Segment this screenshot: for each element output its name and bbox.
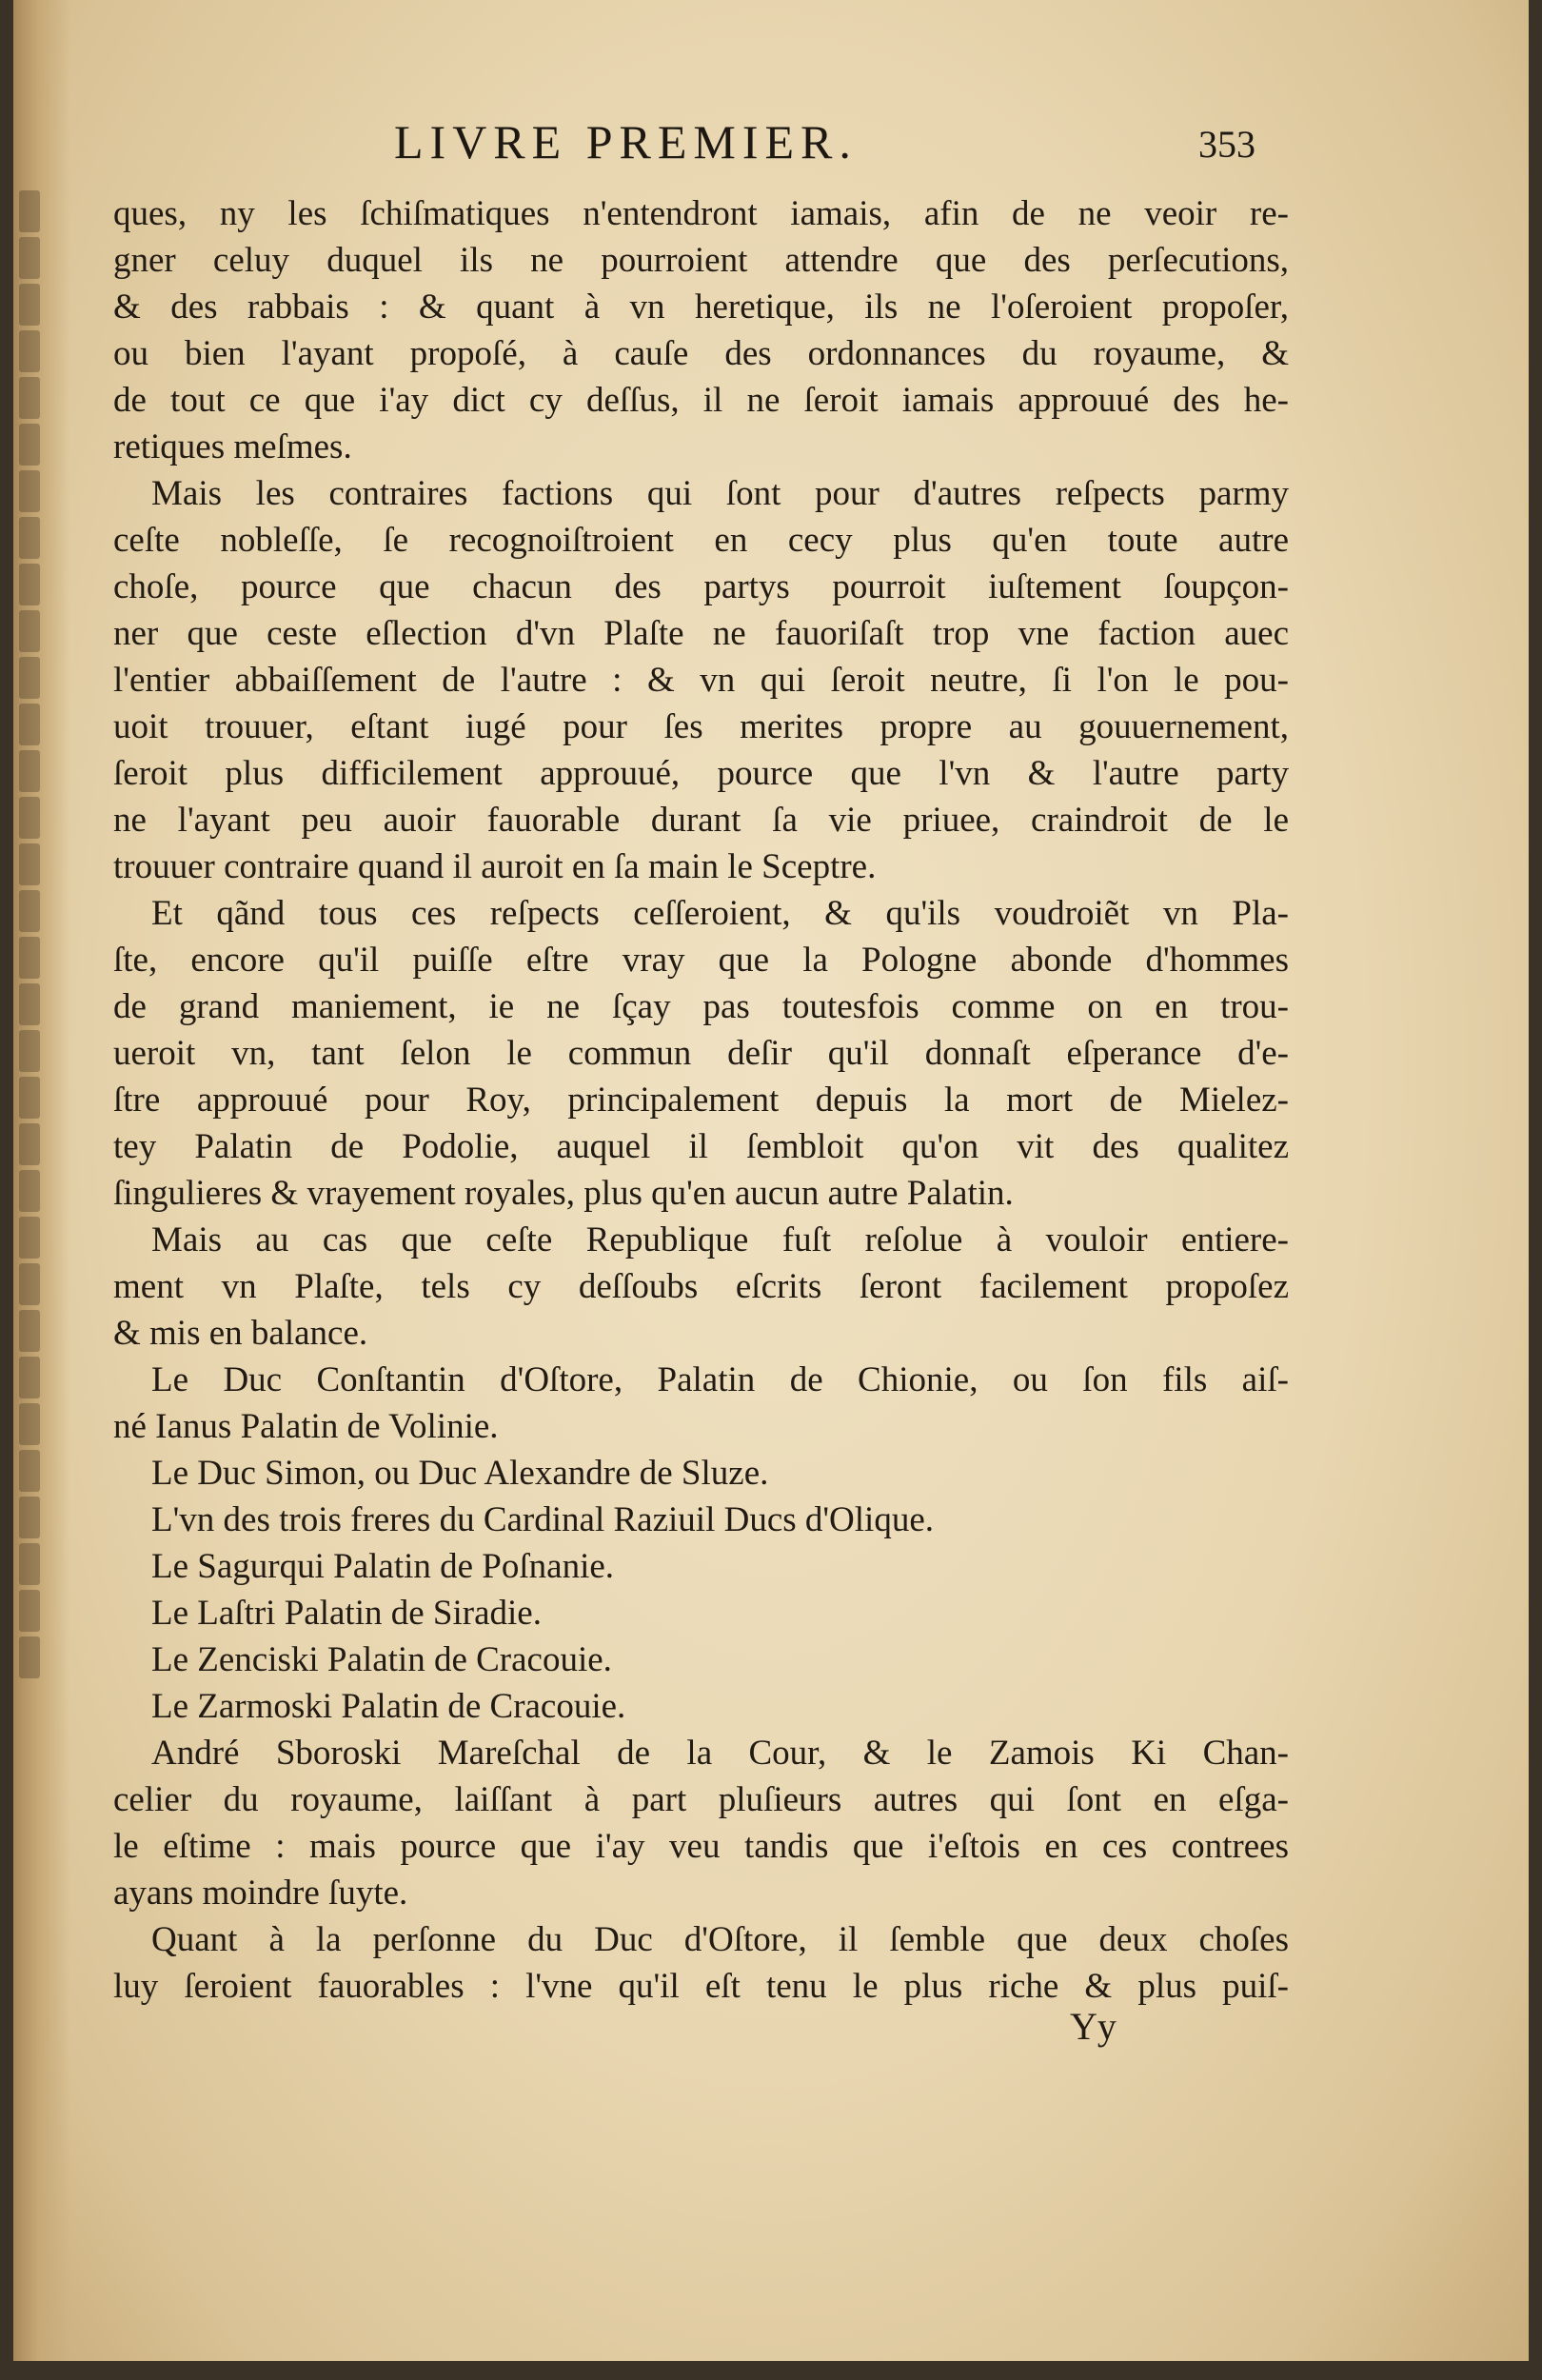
text-line: ne l'ayant peu auoir fauorable durant ſa vie priuee, craindroit de le xyxy=(113,801,1289,840)
text-line: ayans moindre ſuyte. xyxy=(113,1874,408,1913)
text-line: tey Palatin de Podolie, auquel il ſembloit qu'on vit des qualitez xyxy=(113,1127,1289,1166)
body-text xyxy=(113,190,1289,2010)
text-line: l'entier abbaiſſement de l'autre : & vn qui ſeroit neutre, ſi l'on le pou- xyxy=(113,661,1289,700)
catchword: Yy xyxy=(1070,2005,1117,2048)
text-line: né Ianus Palatin de Volinie. xyxy=(113,1407,499,1446)
text-line: Le Laſtri Palatin de Siradie. xyxy=(151,1594,542,1633)
bleed-through-marks xyxy=(19,190,57,1714)
text-line: Le Duc Simon, ou Duc Alexandre de Sluze. xyxy=(151,1454,769,1493)
text-line: ſtre approuué pour Roy, principalement depuis la mort de Mielez- xyxy=(113,1081,1289,1120)
text-line: ueroit vn, tant ſelon le commun deſir qu'il donnaſt eſperance d'e- xyxy=(113,1034,1289,1073)
text-line: ſingulieres & vrayement royales, plus qu'en aucun autre Palatin. xyxy=(113,1174,1014,1213)
text-line: retiques meſmes. xyxy=(113,427,352,466)
text-line: trouuer contraire quand il auroit en ſa main le Sceptre. xyxy=(113,847,877,886)
text-line: ſte, encore qu'il puiſſe eſtre vray que la Pologne abonde d'hommes xyxy=(113,941,1289,980)
text-line: de tout ce que i'ay dict cy deſſus, il ne ſeroit iamais approuué des he- xyxy=(113,381,1289,420)
running-title: LIVRE PREMIER. xyxy=(394,115,858,169)
text-line: & mis en balance. xyxy=(113,1314,368,1353)
text-line: ment vn Plaſte, tels cy deſſoubs eſcrits ſeront facilement propoſez xyxy=(113,1267,1289,1306)
text-line: gner celuy duquel ils ne pourroient attendre que des perſecutions, xyxy=(113,241,1289,280)
text-line: ques, ny les ſchiſmatiques n'entendront iamais, afin de ne veoir re- xyxy=(113,194,1289,233)
text-line: & des rabbais : & quant à vn heretique, ils ne l'oſeroient propoſer, xyxy=(113,288,1289,327)
text-line: Le Zenciski Palatin de Cracouie. xyxy=(151,1640,612,1679)
text-line: uoit trouuer, eſtant iugé pour ſes merites propre au gouuernement, xyxy=(113,707,1289,746)
text-line: ou bien l'ayant propoſé, à cauſe des ordonnances du royaume, & xyxy=(113,334,1289,373)
text-line: Le Zarmoski Palatin de Cracouie. xyxy=(151,1687,626,1726)
text-line: Le Duc Conſtantin d'Oſtore, Palatin de Chionie, ou ſon fils aiſ- xyxy=(151,1360,1289,1399)
text-line: ſeroit plus difficilement approuué, pource que l'vn & l'autre party xyxy=(113,754,1289,793)
text-line: luy ſeroient fauorables : l'vne qu'il eſt tenu le plus riche & plus puiſ- xyxy=(113,1967,1289,2006)
text-line: Mais au cas que ceſte Republique fuſt reſolue à vouloir entiere- xyxy=(151,1220,1289,1259)
text-line: Le Sagurqui Palatin de Poſnanie. xyxy=(151,1547,615,1586)
page-header xyxy=(13,114,1529,171)
text-line: ner que ceste eſlection d'vn Plaſte ne fauoriſaſt trop vne faction auec xyxy=(113,614,1289,653)
text-line: le eſtime : mais pource que i'ay veu tandis que i'eſtois en ces contrees xyxy=(113,1827,1289,1866)
text-line: de grand maniement, ie ne ſçay pas toutesfois comme on en trou- xyxy=(113,987,1289,1026)
page-number: 353 xyxy=(1198,123,1255,166)
book-page xyxy=(13,0,1529,2361)
text-line: choſe, pource que chacun des partys pourroit iuſtement ſoupçon- xyxy=(113,567,1289,606)
text-line: Et qãnd tous ces reſpects ceſſeroient, & qu'ils voudroiẽt vn Pla- xyxy=(151,894,1289,933)
text-line: André Sboroski Mareſchal de la Cour, & le Zamois Ki Chan- xyxy=(151,1734,1289,1773)
text-line: celier du royaume, laiſſant à part pluſieurs autres qui ſont en eſga- xyxy=(113,1780,1289,1819)
text-line: ceſte nobleſſe, ſe recognoiſtroient en cecy plus qu'en toute autre xyxy=(113,521,1289,560)
text-line: L'vn des trois freres du Cardinal Raziuil Ducs d'Olique. xyxy=(151,1500,935,1539)
text-line: Quant à la perſonne du Duc d'Oſtore, il ſemble que deux choſes xyxy=(151,1920,1289,1959)
text-line: Mais les contraires factions qui ſont pour d'autres reſpects parmy xyxy=(151,474,1289,513)
